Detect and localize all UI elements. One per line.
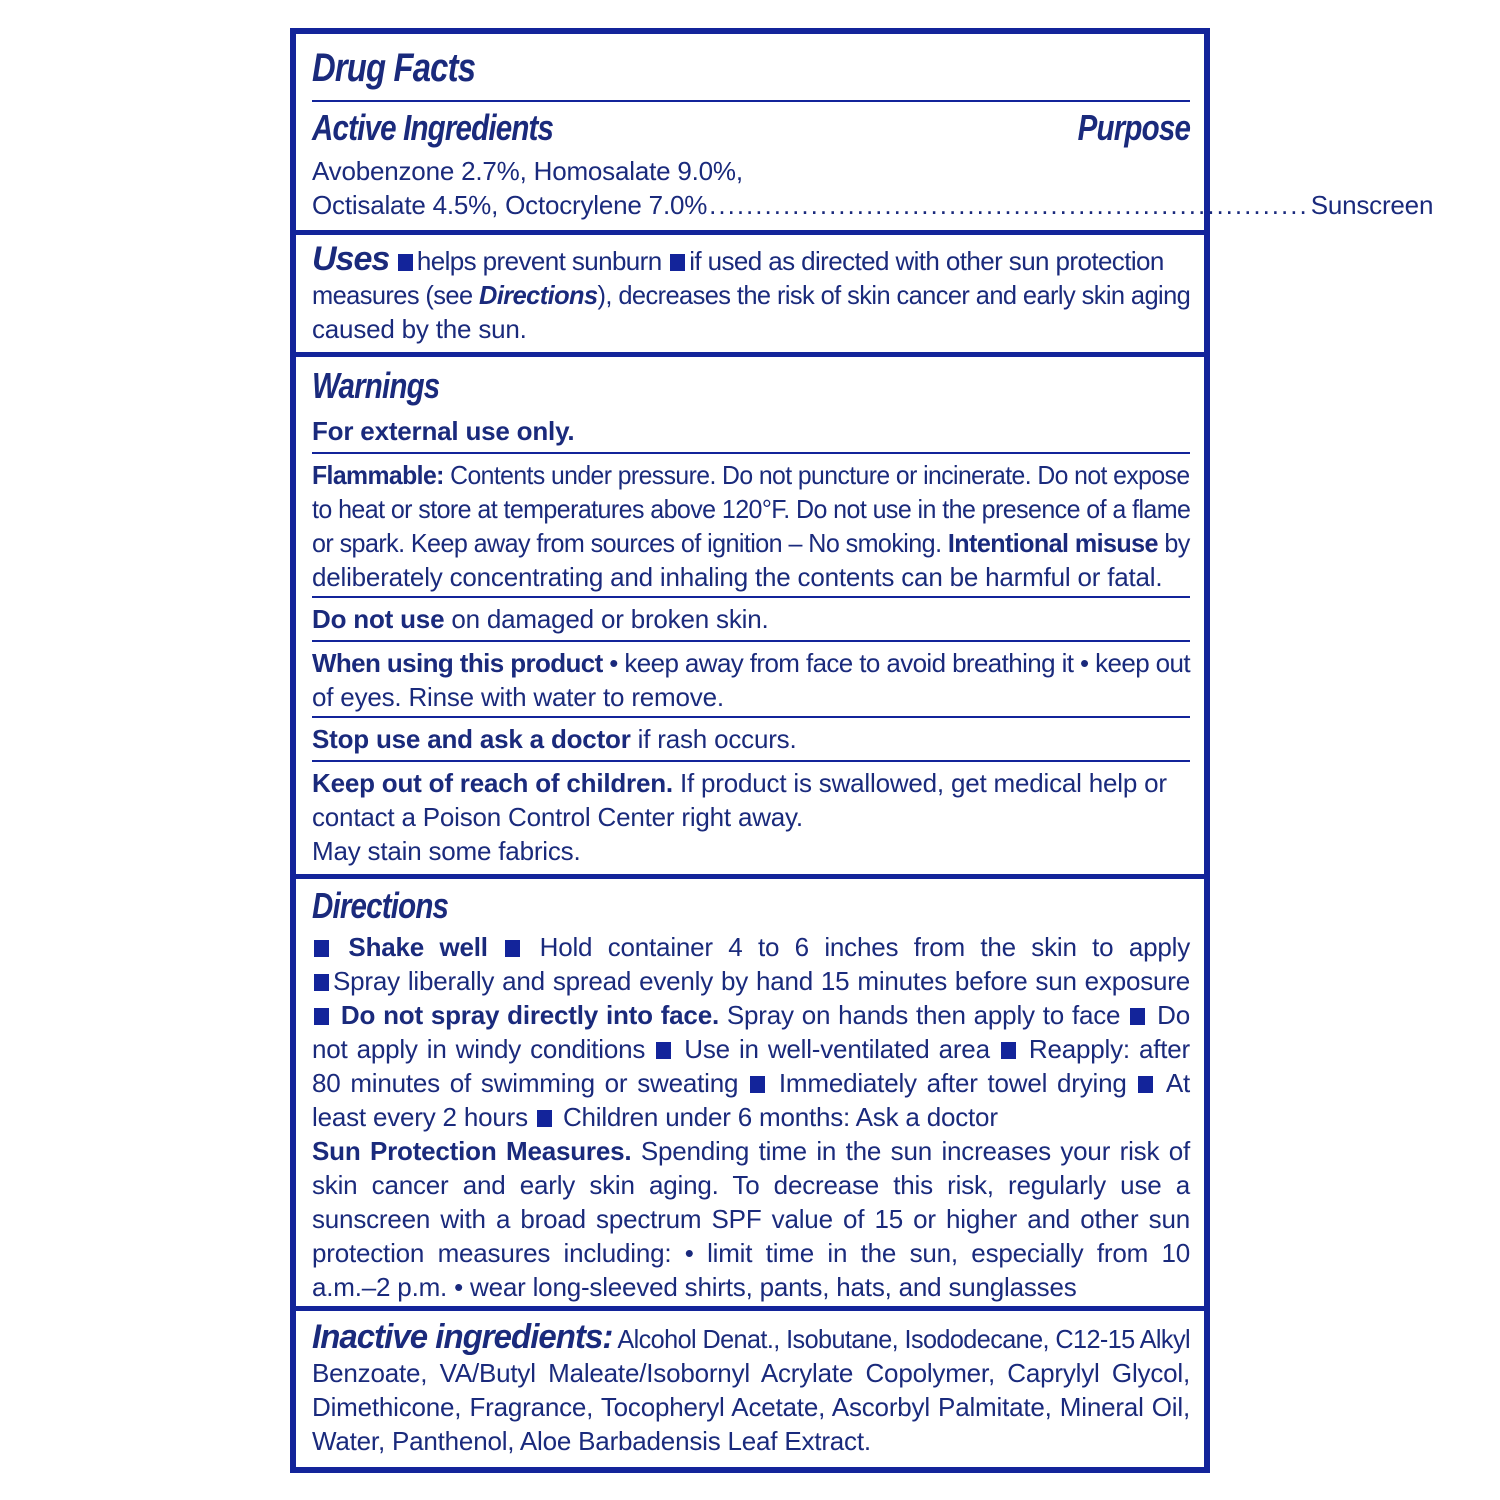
do-not-use-text: on damaged or broken skin. — [444, 604, 769, 634]
title-rule — [312, 100, 1190, 102]
square-bullet-icon — [314, 940, 329, 957]
square-bullet-icon — [1130, 1008, 1145, 1025]
purpose-value: Sunscreen — [1310, 190, 1434, 220]
active-line-1: Avobenzone 2.7%, Homosalate 9.0%, — [312, 156, 743, 186]
external-use — [312, 414, 1190, 448]
warnings-rule — [312, 716, 1190, 718]
inactive-line-1: Alcohol Denat., Isobutane, Isododecane, C12-15 Alkyl — [617, 1324, 1191, 1354]
warnings-rule — [312, 452, 1190, 454]
direction-do: Do — [1157, 1000, 1190, 1030]
directions-heading: Directions — [312, 885, 449, 926]
warnings-rule — [312, 760, 1190, 762]
square-bullet-icon — [314, 1008, 329, 1025]
inactive-heading: Inactive ingredients: — [312, 1318, 613, 1356]
direction-towel: Immediately after towel drying — [778, 1068, 1127, 1098]
do-not-spray-face-label: Do not spray directly into face. — [340, 1000, 719, 1030]
purpose-heading: Purpose — [1077, 107, 1190, 148]
when-using-line-1: • keep away from face to avoid breathing it • keep out — [602, 648, 1190, 678]
stop-use-text: if rash occurs. — [630, 724, 797, 754]
uses-line-3: caused by the sun. — [312, 314, 527, 344]
uses-directions-ref: Directions — [479, 280, 598, 310]
keep-out-line-2: contact a Poison Control Center right away. — [312, 802, 803, 832]
uses-section — [312, 242, 1190, 346]
stop-use-label: Stop use and ask a doctor — [312, 724, 631, 754]
direction-windy: not apply in windy conditions — [312, 1034, 646, 1064]
uses-item-1: helps prevent sunburn — [416, 246, 662, 276]
shake-well-label: Shake well — [348, 932, 488, 962]
flammable-line-2: to heat or store at temperatures above 120°F. Do not use in the presence of a flame — [312, 494, 1191, 524]
square-bullet-icon — [537, 1110, 552, 1127]
direction-children: Children under 6 months: Ask a doctor — [562, 1102, 998, 1132]
active-line-2 — [312, 188, 1434, 222]
spm-line-5: a.m.–2 p.m. • wear long-sleeved shirts, pants, hats, and sunglasses — [312, 1272, 1077, 1302]
directions-block — [312, 930, 1190, 1304]
section-separator — [296, 1306, 1204, 1311]
section-separator — [296, 230, 1204, 235]
warnings-rule — [312, 640, 1190, 642]
stop-use-block — [312, 722, 1190, 756]
do-not-use-label: Do not use — [312, 604, 445, 634]
leader-dots: ................................................................. — [709, 190, 1309, 220]
intentional-misuse-label: Intentional misuse — [947, 528, 1158, 558]
flammable-line-4: deliberately concentrating and inhaling the contents can be harmful or fatal. — [312, 562, 1163, 592]
direction-spray-liberally: Spray liberally and spread evenly by hand 15 minutes before sun exposure — [333, 966, 1190, 996]
keep-out-block — [312, 766, 1190, 868]
warnings-heading: Warnings — [312, 365, 440, 406]
uses-item-2: if used as directed with other sun protection — [689, 246, 1164, 276]
flammable-line-3: or spark. Keep away from sources of ignition – No smoking. — [312, 528, 948, 558]
uses-line-2-post: ), decreases the risk of skin cancer and early skin aging — [597, 280, 1191, 310]
direction-ventilated: Use in well-ventilated area — [684, 1034, 990, 1064]
stain-warning: May stain some fabrics. — [312, 836, 581, 866]
active-ingredients-list — [312, 154, 1434, 222]
active-line-2-text: Octisalate 4.5%, Octocrylene 7.0% — [312, 190, 708, 220]
active-header-row — [312, 106, 1190, 150]
direction-at: At — [1165, 1068, 1191, 1098]
flammable-line-1: Contents under pressure. Do not puncture or incinerate. Do not expose — [443, 460, 1190, 490]
inactive-line-3: Dimethicone, Fragrance, Tocopheryl Acetate, Ascorbyl Palmitate, Mineral Oil, — [312, 1392, 1190, 1422]
direction-reapply: Reapply: after — [1028, 1034, 1190, 1064]
when-using-block — [312, 646, 1190, 714]
active-ingredients-heading: Active Ingredients — [312, 107, 554, 148]
direction-spray-hands: Spray on hands then apply to face — [718, 1000, 1121, 1030]
inactive-line-4: Water, Panthenol, Aloe Barbadensis Leaf Extract. — [312, 1426, 871, 1456]
square-bullet-icon — [656, 1042, 671, 1059]
spm-line-2: skin cancer and early skin aging. To decrease this risk, regularly use a — [312, 1170, 1190, 1200]
warnings-rule — [312, 596, 1190, 598]
uses-heading: Uses — [312, 240, 390, 278]
do-not-use-block — [312, 602, 1190, 636]
inactive-line-2: Benzoate, VA/Butyl Maleate/Isobornyl Acrylate Copolymer, Caprylyl Glycol, — [312, 1358, 1190, 1388]
inactive-block — [312, 1320, 1190, 1458]
flammable-label: Flammable: — [312, 460, 444, 490]
external-use-text: For external use only. — [312, 416, 575, 446]
spm-line-3: sunscreen with a broad spectrum SPF value of 15 or higher and other sun — [312, 1204, 1190, 1234]
flammable-line-3-post: by — [1157, 528, 1190, 558]
direction-every-2-hours: least every 2 hours — [312, 1102, 528, 1132]
direction-hold-container: Hold container 4 to 6 inches from the skin to apply — [539, 932, 1190, 962]
sun-protection-label: Sun Protection Measures. — [312, 1136, 632, 1166]
when-using-label: When using this product — [312, 648, 603, 678]
flammable-block — [312, 458, 1190, 594]
drug-facts-panel — [290, 28, 1434, 1473]
square-bullet-icon — [1001, 1042, 1016, 1059]
spm-line-1: Spending time in the sun increases your risk of — [631, 1136, 1190, 1166]
drug-facts-title: Drug Facts — [312, 46, 476, 90]
square-bullet-icon — [314, 974, 329, 991]
square-bullet-icon — [670, 254, 685, 271]
keep-out-label: Keep out of reach of children. — [312, 768, 673, 798]
when-using-line-2: of eyes. Rinse with water to remove. — [312, 682, 724, 712]
section-separator — [296, 352, 1204, 357]
direction-swimming: 80 minutes of swimming or sweating — [312, 1068, 739, 1098]
square-bullet-icon — [750, 1076, 765, 1093]
section-separator — [296, 874, 1204, 879]
square-bullet-icon — [398, 254, 413, 271]
square-bullet-icon — [505, 940, 520, 957]
square-bullet-icon — [1138, 1076, 1153, 1093]
keep-out-line-1: If product is swallowed, get medical help or — [672, 768, 1167, 798]
spm-line-4: protection measures including: • limit time in the sun, especially from 10 — [312, 1238, 1190, 1268]
uses-line-2-pre: measures (see — [312, 280, 480, 310]
